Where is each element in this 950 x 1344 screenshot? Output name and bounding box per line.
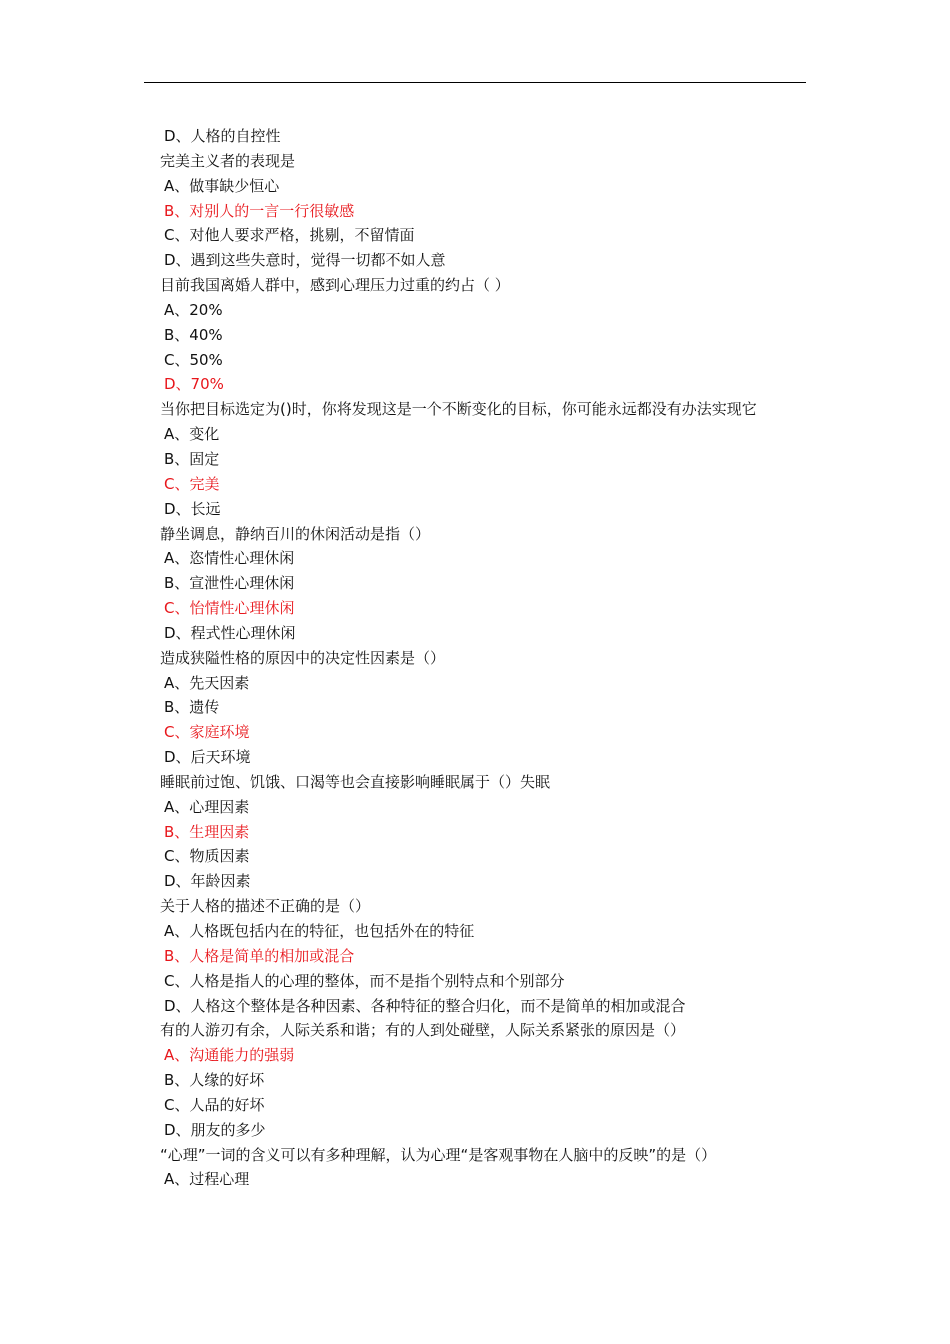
header-rule [144,82,806,83]
answer-option-correct: C、怡情性心理休闲 [164,599,295,618]
answer-option: A、心理因素 [164,797,250,816]
answer-option: B、遗传 [164,698,220,717]
answer-option: D、长远 [164,499,221,518]
question-text: 关于人格的描述不正确的是（） [160,897,371,916]
answer-option: A、过程心理 [164,1170,250,1189]
answer-option: C、对他人要求严格，挑剔，不留情面 [164,226,415,245]
answer-option: B、人缘的好坏 [164,1071,265,1090]
answer-option: D、人格的自控性 [164,127,281,145]
question-text: 有的人游刃有余，人际关系和谐；有的人到处碰壁，人际关系紧张的原因是（） [160,1021,686,1040]
answer-option-correct: A、沟通能力的强弱 [164,1046,295,1065]
answer-option: A、恣情性心理休闲 [164,549,295,568]
answer-option: C、物质因素 [164,847,250,866]
question-text: 目前我国离婚人群中，感到心理压力过重的约占（ ） [160,276,510,295]
question-text: 当你把目标选定为()时，你将发现这是一个不断变化的目标，你可能永远都没有办法实现它 [160,400,757,419]
question-text: 睡眠前过饱、饥饿、口渴等也会直接影响睡眠属于（）失眠 [160,772,551,791]
answer-option: A、做事缺少恒心 [164,176,280,195]
answer-option: D、程式性心理休闲 [164,623,296,642]
question-text: 造成狭隘性格的原因中的决定性因素是（） [160,648,446,667]
answer-option: D、年龄因素 [164,872,251,891]
answer-option: C、人品的好坏 [164,1095,265,1114]
answer-option: D、朋友的多少 [164,1120,266,1139]
answer-option: B、固定 [164,449,220,468]
answer-option-correct: B、对别人的一言一行很敏感 [164,201,355,220]
question-list [144,124,808,1192]
answer-option: A、先天因素 [164,673,250,692]
answer-option-correct: B、人格是简单的相加或混合 [164,946,355,965]
question-text: 完美主义者的表现是 [160,151,296,170]
question-text: “心理”一词的含义可以有多种理解，认为心理“是客观事物在人脑中的反映”的是（） [160,1145,717,1164]
answer-option: B、宣泄性心理休闲 [164,574,295,593]
answer-option: C、人格是指人的心理的整体，而不是指个别特点和个别部分 [164,971,565,990]
answer-option: A、20% [164,300,223,319]
answer-option: C、50% [164,350,223,369]
answer-option-correct: B、生理因素 [164,822,250,841]
answer-option: D、后天环境 [164,748,251,767]
answer-option-correct: C、完美 [164,474,220,493]
answer-option-correct: C、家庭环境 [164,723,250,742]
answer-option: B、40% [164,325,223,344]
answer-option: A、人格既包括内在的特征，也包括外在的特征 [164,922,475,940]
answer-option: D、人格这个整体是各种因素、各种特征的整合归化，而不是简单的相加或混合 [164,996,686,1015]
question-text: 静坐调息，静纳百川的休闲活动是指（） [160,524,431,543]
answer-option: A、变化 [164,425,220,444]
answer-option: D、遇到这些失意时，觉得一切都不如人意 [164,251,446,270]
answer-option-correct: D、70% [164,375,224,394]
